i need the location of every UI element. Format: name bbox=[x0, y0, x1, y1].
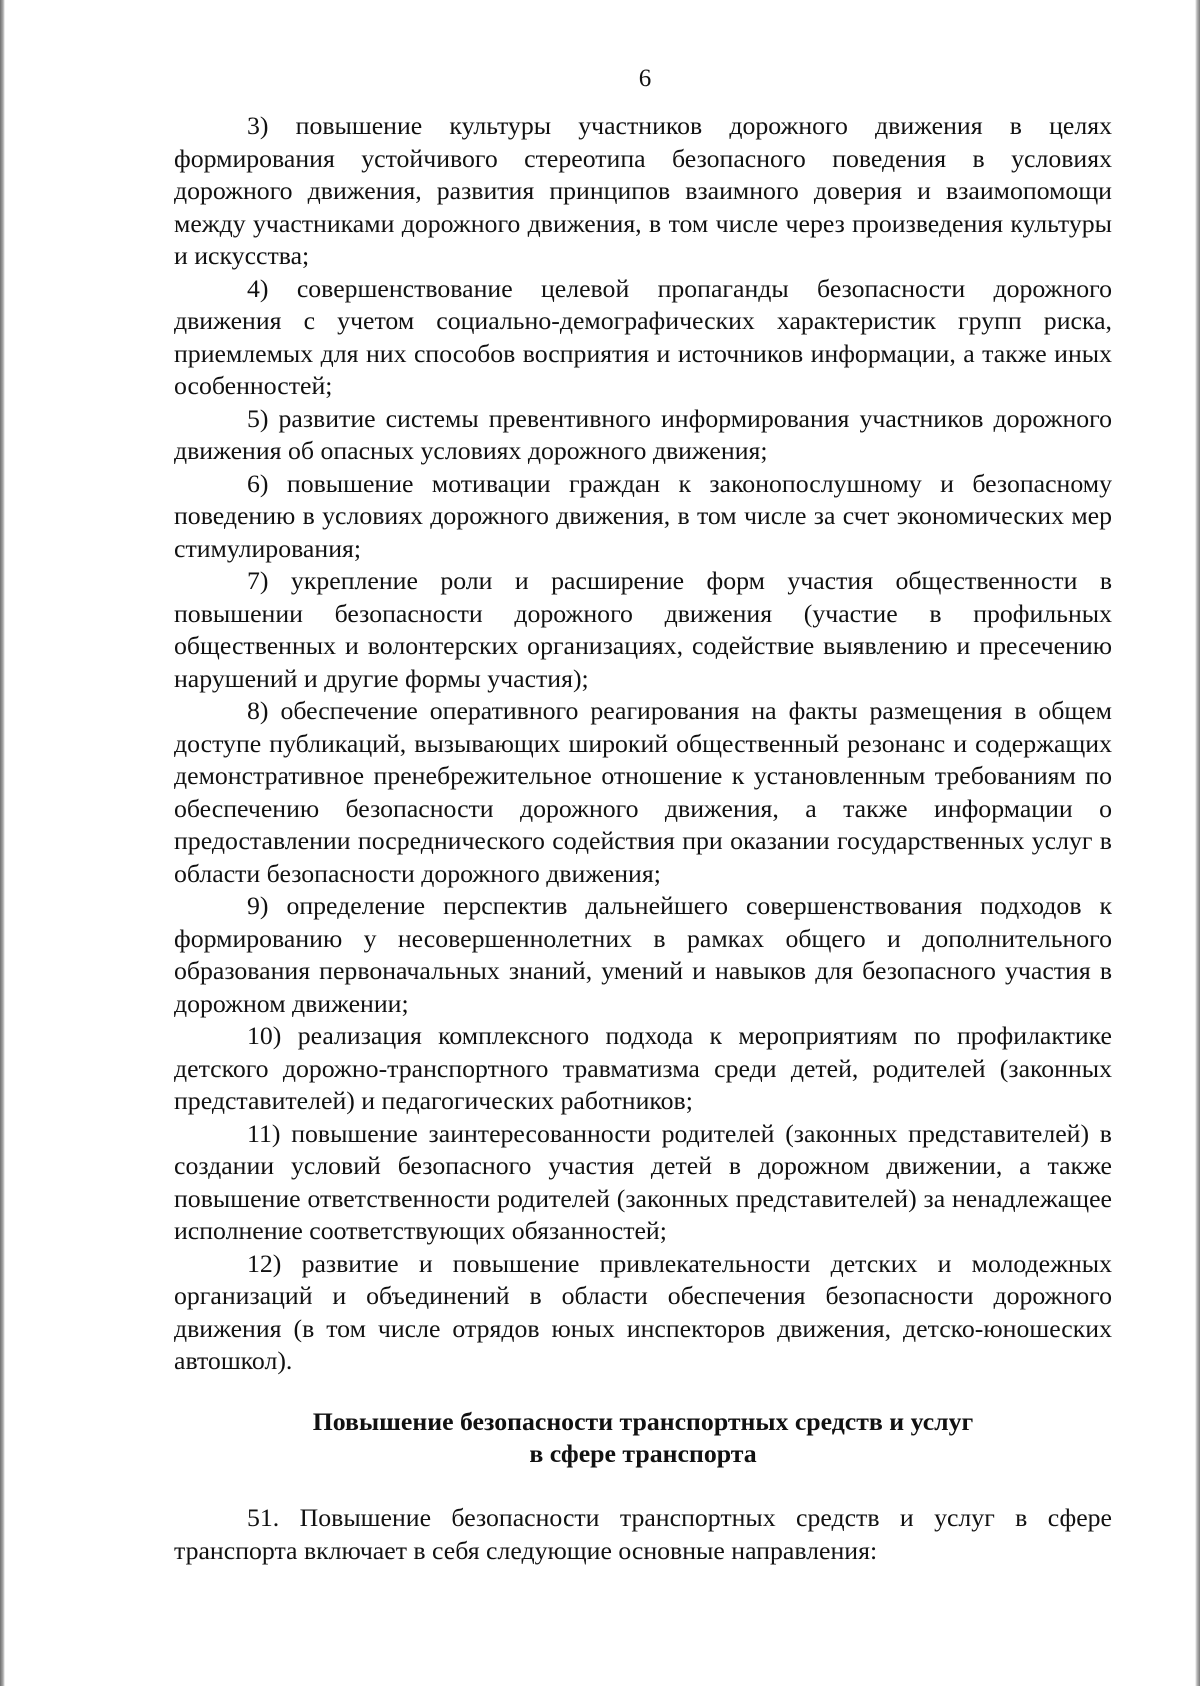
list-item-10: 10) реализация комплексного подхода к мероприятиям по профилактике детского дорожно-транспортного травматизма среди детей, родителей (законных представителей) и педагогических работников; bbox=[174, 1021, 1112, 1115]
list-item-8: 8) обеспечение оперативного реагирования на факты размещения в общем доступе публикаций, вызывающих широкий общественный резонанс и содержащих демонстративное пренебрежительное отношение к установленным требованиям по обеспечению безопасности дорожного движения, а также информации о предоставлении посреднического содействия при оказании государственных услуг в области безопасности дорожного движения; bbox=[174, 696, 1112, 888]
section-heading-line-1: Повышение безопасности транспортных средств и услуг bbox=[312, 1407, 974, 1436]
scan-edge-left bbox=[0, 0, 5, 1686]
section-heading bbox=[174, 1406, 1112, 1470]
list-item-9: 9) определение перспектив дальнейшего совершенствования подходов к формированию у несовершеннолетних в рамках общего и дополнительного образования первоначальных знаний, умений и навыков для безопасного участия в дорожном движении; bbox=[174, 891, 1112, 1018]
list-item-11: 11) повышение заинтересованности родителей (законных представителей) в создании условий безопасного участия детей в дорожном движении, а также повышение ответственности родителей (законных представителей) за ненадлежащее исполнение соответствующих обязанностей; bbox=[174, 1118, 1112, 1245]
paragraph-51: 51. Повышение безопасности транспортных средств и услуг в сфере транспорта включает в себя следующие основные направления: bbox=[174, 1503, 1112, 1565]
scan-edge-right bbox=[1195, 0, 1200, 1686]
list-item-6: 6) повышение мотивации граждан к законопослушному и безопасному поведению в условиях дорожного движения, в том числе за счет экономических мер стимулирования; bbox=[174, 468, 1112, 563]
list-block bbox=[174, 110, 1112, 1378]
list-item-5: 5) развитие системы превентивного информирования участников дорожного движения об опасных условиях дорожного движения; bbox=[174, 403, 1112, 465]
section-paragraph-block bbox=[174, 1502, 1112, 1567]
list-item-7: 7) укрепление роли и расширение форм участия общественности в повышении безопасности дорожного движения (участие в профильных общественных и волонтерских организациях, содействие выявлению и пресечению нарушений и другие формы участия); bbox=[174, 566, 1112, 693]
list-item-4: 4) совершенствование целевой пропаганды безопасности дорожного движения с учетом социально-демографических характеристик групп риска, приемлемых для них способов восприятия и источников информации, а также иных особенностей; bbox=[174, 273, 1112, 400]
page-number: 6 bbox=[638, 65, 652, 92]
list-item-12: 12) развитие и повышение привлекательности детских и молодежных организаций и объединений в области обеспечения безопасности дорожного движения (в том числе отрядов юных инспекторов движения, детско-юношеских автошкол). bbox=[174, 1248, 1112, 1375]
section-heading-line-2: в сфере транспорта bbox=[529, 1439, 757, 1468]
list-item-3: 3) повышение культуры участников дорожного движения в целях формирования устойчивого стереотипа безопасного поведения в условиях дорожного движения, развития принципов взаимного доверия и взаимопомощи между участниками дорожного движения, в том числе через произведения культуры и искусства; bbox=[174, 111, 1112, 270]
